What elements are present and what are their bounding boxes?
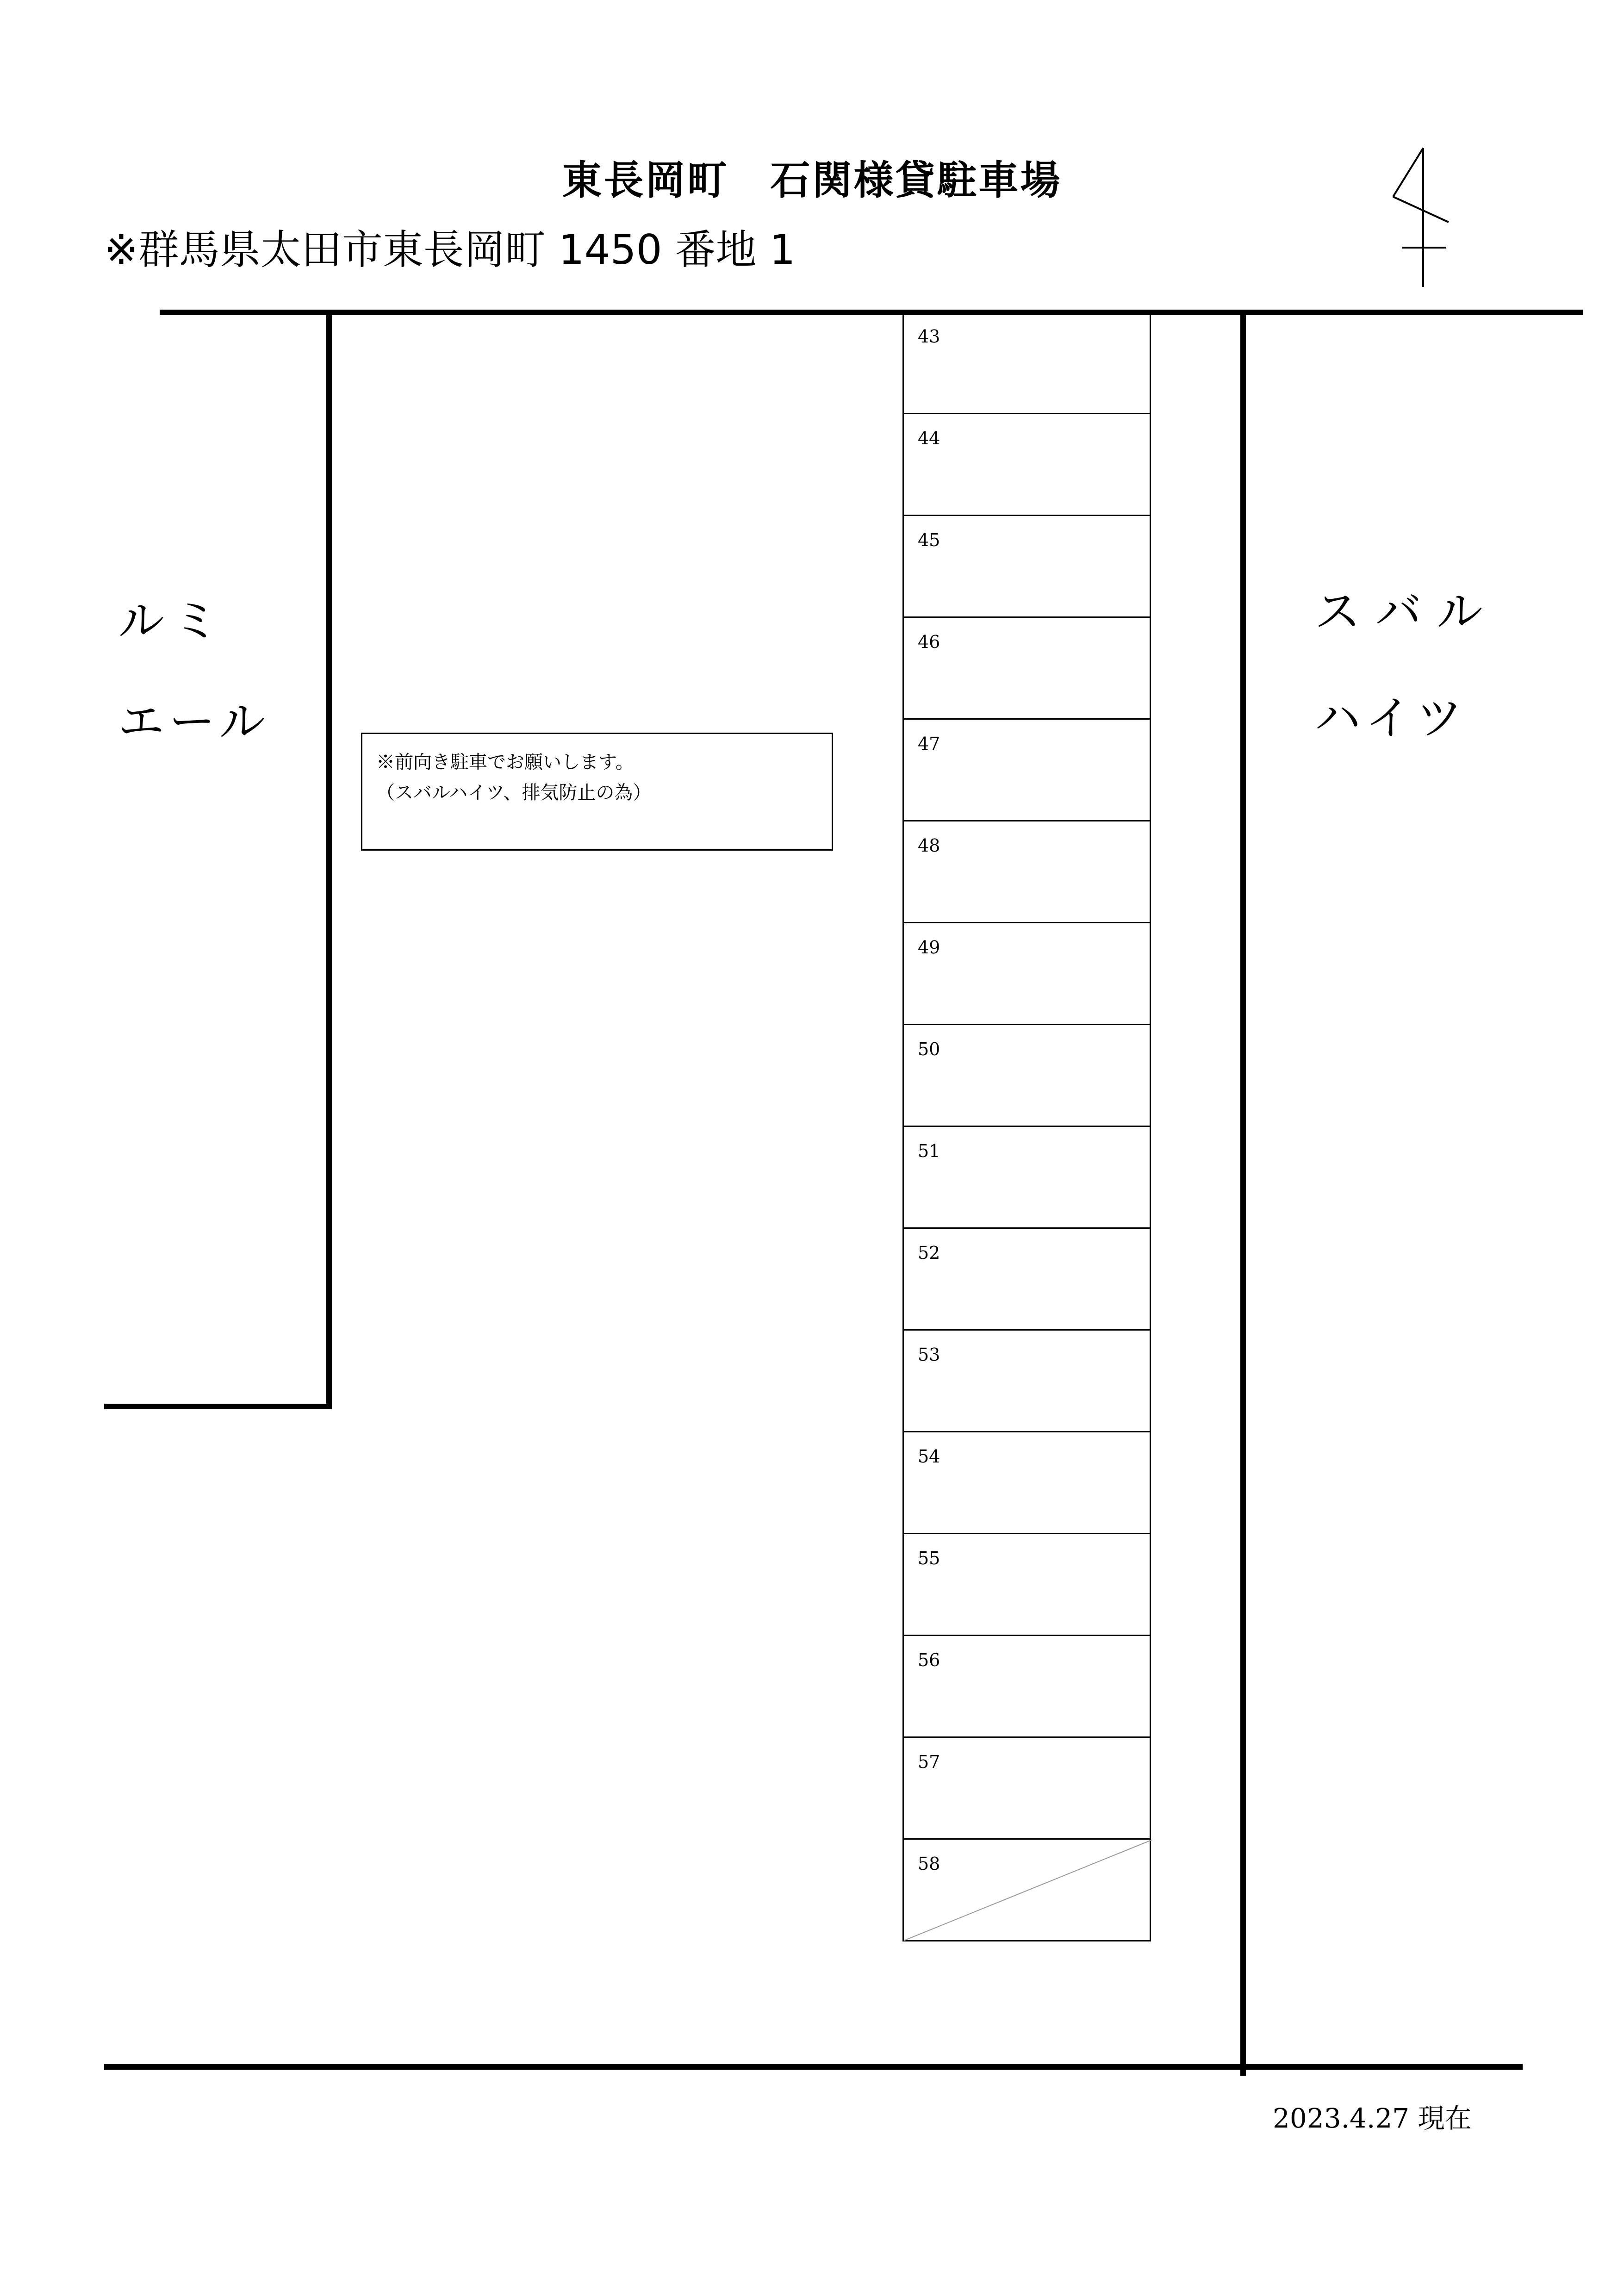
parking-stall [902,1738,1151,1840]
stall-number: 57 [918,1752,940,1772]
left-building-bottom-wall [104,1404,332,1409]
stall-number: 56 [918,1650,940,1670]
address-text: ※群馬県太田市東長岡町 1450 番地 1 [104,226,796,274]
parking-stall-column [902,312,1151,1941]
notice-line2: （スバルハイツ、排気防止の為） [376,782,652,803]
stall-number: 46 [918,632,940,652]
parking-stall [902,414,1151,516]
north-arrow-icon [1384,143,1453,293]
stall-number: 54 [918,1446,940,1467]
parking-stall [902,1229,1151,1331]
parking-stall [902,1432,1151,1534]
parking-stall [902,1127,1151,1229]
stall-number: 45 [918,530,940,550]
left-building-name-line2: エール [118,695,270,749]
parking-stall [902,720,1151,821]
parking-stall [902,1534,1151,1636]
parking-stall [902,312,1151,414]
parking-stall [902,1331,1151,1432]
parking-stall [902,1840,1151,1941]
stall-number: 50 [918,1039,940,1059]
date-label: 2023.4.27 現在 [1273,2103,1472,2134]
right-building-name-line2: ハイツ [1314,691,1467,745]
stall-number: 53 [918,1344,940,1365]
bottom-road-line [104,2064,1523,2070]
stall-number: 49 [918,937,940,958]
left-building-name-line1: ルミ [118,594,227,648]
stall-number: 58 [918,1854,940,1874]
stall-number: 44 [918,428,940,448]
right-building-name-line1: ス バ ル [1314,585,1483,639]
stall-number: 52 [918,1243,940,1263]
left-building-wall [326,312,332,1409]
parking-stall [902,821,1151,923]
stall-number: 48 [918,835,940,856]
stall-number: 55 [918,1548,940,1568]
top-road-line [160,310,1583,315]
stall-unavailable-mark [904,1840,1152,1941]
parking-stall [902,1636,1151,1738]
stall-number: 43 [918,326,940,347]
parking-stall [902,923,1151,1025]
right-building-wall [1240,312,1246,2076]
parking-stall [902,1025,1151,1127]
page-title: 東長岡町 石関様貸駐車場 [562,157,1062,204]
parking-stall [902,618,1151,720]
stall-number: 47 [918,734,940,754]
parking-notice-box [361,733,833,851]
notice-line1: ※前向き駐車でお願いします。 [376,752,634,773]
parking-stall [902,516,1151,618]
stall-number: 51 [918,1141,940,1161]
